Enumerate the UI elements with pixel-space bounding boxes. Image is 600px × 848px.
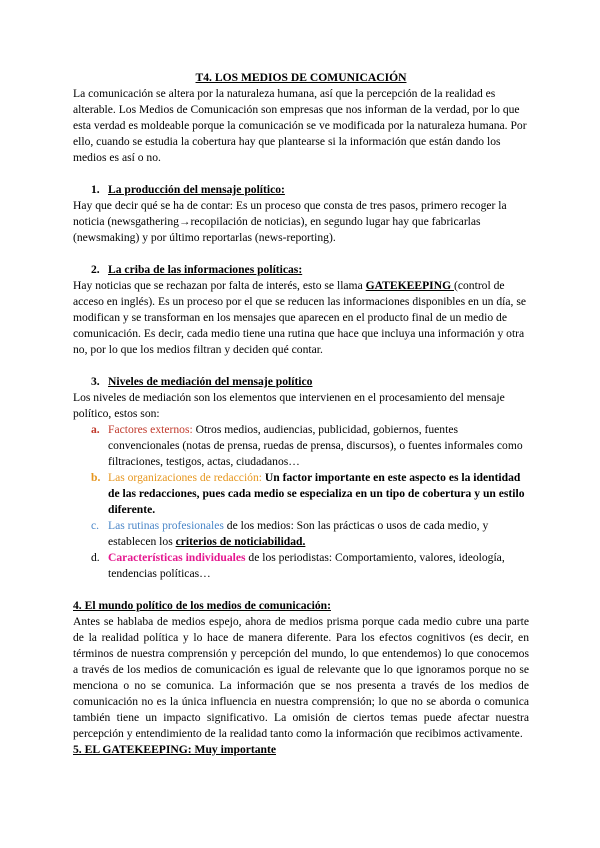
section-2-heading: 2. La criba de las informaciones políticas: <box>91 263 303 276</box>
mediation-levels-list <box>73 422 529 582</box>
section-1-heading: 1. La producción del mensaje político: <box>91 183 285 196</box>
page-title: T4. LOS MEDIOS DE COMUNICACIÓN <box>195 71 407 84</box>
gatekeeping-term: GATEKEEPING <box>365 279 454 292</box>
section-2-body: Hay noticias que se rechazan por falta de interés, esto se llama GATEKEEPING (control de acceso en inglés). Es un proceso por el que se reducen las informaciones disponibles en un día, se modifican y se transforman en los mensajes que aparecen en el producto final de un medio de comunicación. Es decir, cada medio tiene una rutina que hace que incluya una información y otra no, por lo que los medios filtran y deciden qué contar. <box>73 279 526 356</box>
section-1-body: Hay que decir qué se ha de contar: Es un proceso que consta de tres pasos, primero recoger la noticia (newsgathering→recopilación de noticias), en segundo lugar hay que fabricarlas (newsmaking) y por último reportarlas (news-reporting). <box>73 199 507 244</box>
list-item: d. Características individuales de los periodistas: Comportamiento, valores, ideología, tendencias políticas… <box>91 551 505 580</box>
section-3-body: Los niveles de mediación son los elementos que intervienen en el procesamiento del mensaje político, estos son: <box>73 391 505 420</box>
section-5-heading: 5. EL GATEKEEPING: Muy importante <box>73 743 277 756</box>
section-4-body: Antes se hablaba de medios espejo, ahora de medios prisma porque cada medio cubre una parte de la realidad política y lo hace de manera diferente. Para los efectos cognitivos (es decir, en términos de nuestra comprensión y percepción del mundo, lo que entendemos) lo que conocemos a través de los medios de comunicación es igual de relevante que lo que ignoramos porque no se menciona o no se comunica. La información que se nos presenta a través de los medios de comunicación no es la única influencia en nuestra comprensión; lo que no se aborda o comunica también tiene un impacto significativo. La omisión de ciertos temas puede afectar nuestra percepción y entendimiento de la realidad tanto como la información que recibimos activamente. <box>73 615 529 740</box>
document-page <box>73 70 529 758</box>
list-item: a. Factores externos: Otros medios, audiencias, publicidad, gobiernos, fuentes convencionales (notas de prensa, ruedas de prensa, discursos), o fuentes informales como filtraciones, testigos, actas, ciudadanos… <box>91 423 523 468</box>
list-item: c. Las rutinas profesionales de los medios: Son las prácticas o usos de cada medio, y establecen los criterios de noticiabilidad. <box>91 519 489 548</box>
section-3-heading: 3. Niveles de mediación del mensaje político <box>91 375 313 388</box>
section-4-heading: 4. El mundo político de los medios de comunicación: <box>73 599 331 612</box>
intro-paragraph: La comunicación se altera por la naturaleza humana, así que la percepción de la realidad es alterable. Los Medios de Comunicación son empresas que nos informan de la verdad, por lo que esta verdad es moldeable porque la comunicación se ve modificada por la naturaleza humana. Por ello, cuando se estudia la cobertura hay que plantearse si la información que están dando los medios es así o no. <box>73 87 527 164</box>
list-item: b. Las organizaciones de redacción: Un factor importante en este aspecto es la identidad de las redacciones, pues cada medio se especializa en un tipo de cobertura y un estilo diferente. <box>91 471 525 516</box>
